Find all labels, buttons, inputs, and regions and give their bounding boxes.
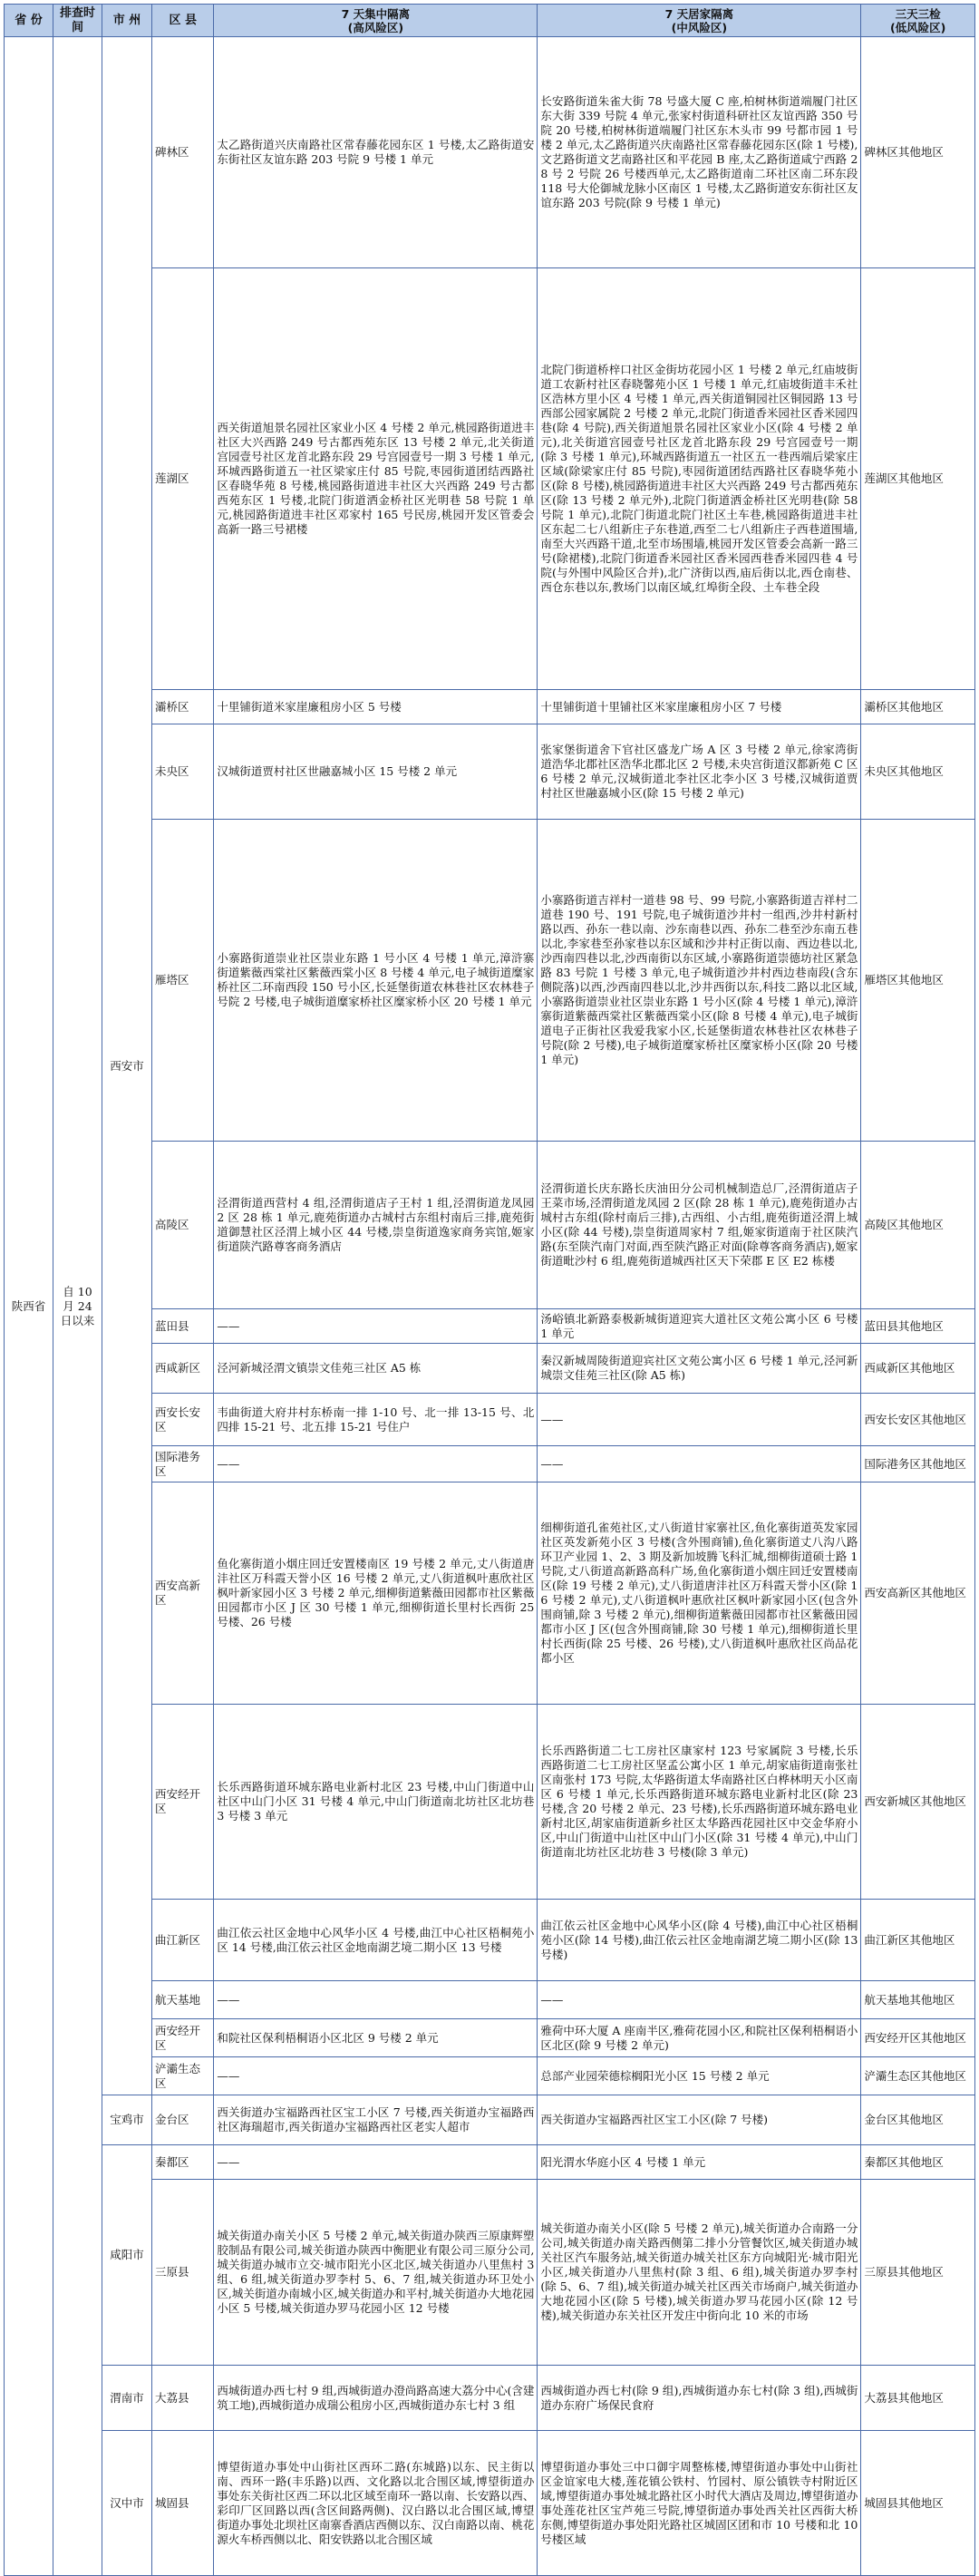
mid-risk-cell: 细柳街道孔雀苑社区,丈八街道甘家寨社区,鱼化寨街道英发家园社区英发新苑小区 3 号楼(含外围商铺),鱼化寨街道丈八沟八路环卫产业园 1、2、3 期及新加坡腾飞科汇城,细柳街道硕士路 1 号院,丈八街道高新路高科广场,鱼化寨街道小烟庄回迁安置楼南区(除 19 号楼 2 单元),丈八街道唐沣社区万科霞天誉小区(除 16 号楼 2 单元),丈八街道枫叶惠欣社区枫叶新家园小区(包含外围商铺,除 3 号楼 2 单元),细柳街道紫薇田园都市社区紫薇田园都市小区 J 区(包含外围商铺,除 30 号楼 1 单元),细柳街道长里村长西街(除 25 号楼、26 号楼),丈八街道枫叶惠欣社区尚品花都小区	[538, 1482, 861, 1705]
city-hanzhong: 汉中市	[102, 2431, 151, 2576]
high-risk-cell: ——	[214, 2057, 538, 2095]
low-risk-cell: 金台区其他地区	[861, 2095, 975, 2145]
header-low-risk	[861, 5, 975, 37]
mid-risk-cell: 北院门街道桥梓口社区金街坊花园小区 1 号楼 2 单元,红庙坡街道工农新村社区春晓馨苑小区 1 号楼 1 单元,红庙坡街道丰禾社区浩林方里小区 4 号楼 1 单元,西关街道铜园社区铜园路 13 号西部公园家属院 2 号楼 2 单元,北院门街道香米园社区香米园四巷(除 4 号院),西关街道旭景名园社区家业小区(除 4 号楼 2 单元),北关街道宫园壹号社区龙首北路东段 29 号宫园壹号一期(除 3 号楼 1 单元),环城西路街道五一社区五一巷西端后梁家庄区域(除梁家庄付 85 号院),枣园街道团结西路社区春晓华苑小区(除 8 号楼),桃园路街道进丰社区大兴西路 249 号古都西苑东区(除 13 号楼 2 单元外),北院门街道洒金桥社区光明巷(除 58 号院 1 单元),北院门街道北院门社区土车巷,桃园路街道进丰社区东起二七八组新庄子东巷道,西至二七八组新庄子西巷道围墙,南至大兴西路干道,北至市场围墙,桃园开发区管委会高新一路三号(除裙楼),北院门街道香米园社区香米园西巷香米园四巷 4 号院(与外围中风险区合并),北广济街以西,庙后街以北,西仓南巷、西仓东巷以东,教场门以南区域,红埠街全段、土车巷全段	[538, 268, 861, 690]
district-cell: 西安长安区	[152, 1394, 214, 1446]
mid-risk-cell: 博望街道办事处三中口御宇周整栋楼,博望街道办事处中山街社区金谊家电大楼,莲花镇公铁村、竹园村、原公镇铁寺村附近区域,博望街道办事处城北路社区小时代大酒店及周边,博望街道办事处莲花社区宝芦苑三号院,博望街道办事处西关社区西街大桥东侧,博望街道办事处阳光路社区城固区团和市 10 号楼和北 10 号楼区域	[538, 2431, 861, 2576]
low-risk-cell: 灞桥区其他地区	[861, 690, 975, 724]
high-risk-cell: ——	[214, 1446, 538, 1482]
low-risk-cell: 大荔县其他地区	[861, 2366, 975, 2431]
district-cell: 航天基地	[152, 1981, 214, 2019]
header-province: 省 份	[5, 5, 53, 37]
header-low-sub: (低风险区)	[889, 20, 946, 34]
district-cell: 莲湖区	[152, 268, 214, 690]
district-cell: 国际港务区	[152, 1446, 214, 1482]
low-risk-cell: 国际港务区其他地区	[861, 1446, 975, 1482]
mid-risk-cell: 城关街道办南关小区(除 5 号楼 2 单元),城关街道办合南路一分公司,城关街道办南关路西侧第二排小分管餐饮区,城关街道办城关社区汽车服务站,城关街道办城关社区东方向城阳光·城市阳光小区,城关街道办八里焦村(除 3 组、6 组),城关街道办罗李村(除 5、6、7 组),城关街道办城关社区西关市场商户,城关街道办大地花园小区(除 5 号楼),城关街道办罗马花园小区(除 12 号楼),城关街道办东关社区开发庄中街向北 10 米的市场	[538, 2180, 861, 2366]
header-low-title: 三天三检	[895, 6, 941, 21]
header-mid-risk	[538, 5, 861, 37]
district-cell: 蓝田县	[152, 1309, 214, 1344]
table-row	[5, 2095, 975, 2145]
district-cell: 未央区	[152, 724, 214, 820]
header-period: 排查时间	[53, 5, 102, 37]
low-risk-cell: 未央区其他地区	[861, 724, 975, 820]
province-cell: 陕西省	[5, 37, 53, 2576]
district-cell: 浐灞生态区	[152, 2057, 214, 2095]
high-risk-cell: 长乐西路街道环城东路电业新村北区 23 号楼,中山门街道中山社区中山门小区 31 号楼 4 单元,中山门街道南北坊社区北坊巷 3 号楼 3 单元	[214, 1705, 538, 1900]
district-cell: 三原县	[152, 2180, 214, 2366]
risk-area-table	[4, 4, 975, 2576]
mid-risk-cell: 长乐西路街道二七工房社区康家村 123 号家属院 3 号楼,长乐西路街道二七工房社区坚孟公寓小区 1 单元,胡家庙街道南张社区南张村 173 号院,太华路街道太华南路社区白桦林明天小区南区 6 号楼 1 单元,长乐西路街道环城东路电业新村北区(除 23 号楼,含 20 号楼 2 单元、23 号楼),长乐西路街道环城东路电业新村北区,胡家庙街道新乡社区太华路西花园社区中交金华府小区,中山门街道中山社区中山门小区(除 31 号楼 4 单元),中山门街道南北坊社区北坊巷 3 号楼(除 3 单元)	[538, 1705, 861, 1900]
low-risk-cell: 雁塔区其他地区	[861, 820, 975, 1142]
low-risk-cell: 西安长安区其他地区	[861, 1394, 975, 1446]
high-risk-cell: 泾渭街道西营村 4 组,泾渭街道店子王村 1 组,泾渭街道龙凤园 2 区 28 栋 1 单元,鹿苑街道办古城村古东组村南后三排,鹿苑街道御慧社区泾渭上城小区 44 号楼,崇皇街道逸家商务宾馆,姬家街道陕汽路尊客商务酒店	[214, 1142, 538, 1309]
table-row	[5, 2145, 975, 2180]
district-cell: 金台区	[152, 2095, 214, 2145]
low-risk-cell: 高陵区其他地区	[861, 1142, 975, 1309]
high-risk-cell: 西关街道办宝福路西社区宝工小区 7 号楼,西关街道办宝福路西社区海瑞超市,西关街道办宝福路西社区老实人超市	[214, 2095, 538, 2145]
district-cell: 曲江新区	[152, 1900, 214, 1981]
low-risk-cell: 曲江新区其他地区	[861, 1900, 975, 1981]
mid-risk-cell: 阳光渭水华庭小区 4 号楼 1 单元	[538, 2145, 861, 2180]
mid-risk-cell: 十里铺街道十里铺社区米家崖廉租房小区 7 号楼	[538, 690, 861, 724]
high-risk-cell: ——	[214, 2145, 538, 2180]
low-risk-cell: 西安经开区其他地区	[861, 2019, 975, 2057]
district-cell: 碑林区	[152, 37, 214, 268]
high-risk-cell: 和院社区保利梧桐语小区北区 9 号楼 2 单元	[214, 2019, 538, 2057]
mid-risk-cell: 小寨路街道吉祥村一道巷 98 号、99 号院,小寨路街道吉祥村二道巷 190 号、191 号院,电子城街道沙井村一组西,沙井村新村路以西、孙东一巷以南、沙东南巷以西、孙东二巷至沙东南五巷以北,李家巷至孙家巷以东区域和沙井村正街以南、西边巷以北,沙西南四巷以北,沙西南街以东区域,小寨路街道崇德坊社区紧急路 83 号院 1 号楼 3 单元,电子城街道沙井村西边巷南段(含东侧院落)以西,沙西南四巷以北,沙井西街以东,科技二路以北区域,小寨路街道崇业社区崇业东路 1 号小区(除 4 号楼 1 单元),漳浒寨街道紫薇西棠社区紫薇西棠小区(除 8 号楼 4 单元),电子城街道电子正街社区我爱我家小区,长延堡街道农林巷社区农林巷子号院(除 2 号楼),电子城街道糜家桥社区糜家桥小区(除 20 号楼 1 单元)	[538, 820, 861, 1142]
mid-risk-cell: 张家堡街道舍下官社区盛龙广场 A 区 3 号楼 2 单元,徐家湾街道浩华北郡社区浩华北郡北区 2 号楼,未央宫街道汉都新苑 C 区 6 号楼 2 单元,汉城街道北李社区北李小区 3 号楼,汉城街道贾村社区世融嘉城小区(除 15 号楼 2 单元)	[538, 724, 861, 820]
low-risk-cell: 西安新城区其他地区	[861, 1705, 975, 1900]
mid-risk-cell: ——	[538, 1446, 861, 1482]
header-district: 区 县	[152, 5, 214, 37]
city-xian: 西安市	[102, 37, 151, 2095]
high-risk-cell: 曲江依云社区金地中心风华小区 4 号楼,曲江中心社区梧桐苑小区 14 号楼,曲江依云社区金地南湖艺境二期小区 13 号楼	[214, 1900, 538, 1981]
high-risk-cell: 小寨路街道崇业社区崇业东路 1 号小区 4 号楼 1 单元,漳浒寨街道紫薇西棠社区紫薇西棠小区 8 号楼 4 单元,电子城街道糜家桥社区二环南西段 150 号小区,长延堡街道农林巷社区农林巷子号院 2 号楼,电子城街道糜家桥社区糜家桥小区 20 号楼 1 单元	[214, 820, 538, 1142]
table-row	[5, 2431, 975, 2576]
low-risk-cell: 三原县其他地区	[861, 2180, 975, 2366]
low-risk-cell: 西安高新区其他地区	[861, 1482, 975, 1705]
district-cell: 西安经开区	[152, 1705, 214, 1900]
low-risk-cell: 秦都区其他地区	[861, 2145, 975, 2180]
header-mid-title: 7 天居家隔离	[664, 6, 734, 21]
high-risk-cell: 西城街道办西七村 9 组,西城街道办澄尚路高速大荔分中心(含建筑工地),西城街道办成瑞公租房小区,西城街道办东七村 3 组	[214, 2366, 538, 2431]
city-weinan: 渭南市	[102, 2366, 151, 2431]
mid-risk-cell: 雅荷中环大厦 A 座南半区,雅荷花园小区,和院社区保利梧桐语小区北区(除 9 号楼 2 单元)	[538, 2019, 861, 2057]
table-header-row	[5, 5, 975, 37]
low-risk-cell: 航天基地其他地区	[861, 1981, 975, 2019]
low-risk-cell: 城固县其他地区	[861, 2431, 975, 2576]
city-baoji: 宝鸡市	[102, 2095, 151, 2145]
city-xianyang: 咸阳市	[102, 2145, 151, 2366]
header-city: 市 州	[102, 5, 151, 37]
table-row	[5, 37, 975, 268]
high-risk-cell: 韦曲街道大府井村东桥南一排 1-10 号、北一排 13-15 号、北四排 15-21 号、北五排 15-21 号住户	[214, 1394, 538, 1446]
high-risk-cell: 太乙路街道兴庆南路社区常春藤花园东区 1 号楼,太乙路街道安东街社区友谊东路 203 号院 9 号楼 1 单元	[214, 37, 538, 268]
low-risk-cell: 蓝田县其他地区	[861, 1309, 975, 1344]
high-risk-cell: ——	[214, 1309, 538, 1344]
low-risk-cell: 浐灞生态区其他地区	[861, 2057, 975, 2095]
district-cell: 城固县	[152, 2431, 214, 2576]
district-cell: 雁塔区	[152, 820, 214, 1142]
mid-risk-cell: 总部产业园荣德棕榈阳光小区 15 号楼 2 单元	[538, 2057, 861, 2095]
high-risk-cell: 泾河新城泾渭文镇崇文佳苑三社区 A5 栋	[214, 1344, 538, 1394]
header-high-title: 7 天集中隔离	[341, 6, 411, 21]
mid-risk-cell: ——	[538, 1394, 861, 1446]
mid-risk-cell: 汤峪镇北新路泰极新城街道迎宾大道社区文苑公寓小区 6 号楼 1 单元	[538, 1309, 861, 1344]
district-cell: 高陵区	[152, 1142, 214, 1309]
header-high-risk	[214, 5, 538, 37]
mid-risk-cell: 泾渭街道长庆东路长庆油田分公司机械制造总厂,泾渭街道店子王菜市场,泾渭街道龙凤园 2 区(除 28 栋 1 单元),鹿苑街道办古城村古东组(除村南后三排),古西组、小古组,鹿苑街道泾渭上城小区(除 44 号楼),崇皇街道周家村 7 组,姬家街道南于社区陕汽路(东至陕汽南门对面,西至陕汽路正对面(除尊客商务酒店),姬家街道毗沙村 6 组,鹿苑街道城西社区天下荣郡 E 区 E2 栋楼	[538, 1142, 861, 1309]
district-cell: 大荔县	[152, 2366, 214, 2431]
district-cell: 西咸新区	[152, 1344, 214, 1394]
mid-risk-cell: 秦汉新城周陵街道迎宾社区文苑公寓小区 6 号楼 1 单元,泾河新城崇文佳苑三社区(除 A5 栋)	[538, 1344, 861, 1394]
district-cell: 秦都区	[152, 2145, 214, 2180]
table-row	[5, 2366, 975, 2431]
high-risk-cell: ——	[214, 1981, 538, 2019]
header-mid-sub: (中风险区)	[671, 20, 728, 34]
high-risk-cell: 汉城街道贾村社区世融嘉城小区 15 号楼 2 单元	[214, 724, 538, 820]
district-cell: 西安高新区	[152, 1482, 214, 1705]
district-cell: 西安经开区	[152, 2019, 214, 2057]
low-risk-cell: 莲湖区其他地区	[861, 268, 975, 690]
high-risk-cell: 城关街道办南关小区 5 号楼 2 单元,城关街道办陕西三原康辉塑胶制品有限公司,城关街道办陕西中衡肥业有限公司三原分公司,城关街道办城市立交·城市阳光小区北区,城关街道办八里焦村 3 组、6 组,城关街道办罗李村 5、6、7 组,城关街道办环卫处小区,城关街道办南城小区,城关街道办和平村,城关街道办大地花园小区 5 号楼,城关街道办罗马花园小区 12 号楼	[214, 2180, 538, 2366]
mid-risk-cell: 曲江依云社区金地中心风华小区(除 4 号楼),曲江中心社区梧桐苑小区(除 14 号楼),曲江依云社区金地南湖艺境二期小区(除 13 号楼)	[538, 1900, 861, 1981]
district-cell: 灞桥区	[152, 690, 214, 724]
low-risk-cell: 西咸新区其他地区	[861, 1344, 975, 1394]
high-risk-cell: 西关街道旭景名园社区家业小区 4 号楼 2 单元,桃园路街道进丰社区大兴西路 249 号古都西苑东区 13 号楼 2 单元,北关街道宫园壹号社区龙首北路东段 29 号宫园壹号一期 3 号楼 1 单元,环城西路街道五一社区梁家庄付 85 号院,枣园街道团结西路社区春晓华苑 8 号楼,桃园路街道进丰社区大兴西路 249 号古都西苑东区 1 号楼,北院门街道洒金桥社区光明巷 58 号院 1 单元,桃园路街道进丰社区邓家村 165 号民房,桃园开发区管委会高新一路三号裙楼	[214, 268, 538, 690]
mid-risk-cell: 西城街道办西七村(除 9 组),西城街道办东七村(除 3 组),西城街道办东府广场保民食府	[538, 2366, 861, 2431]
header-high-sub: (高风险区)	[347, 20, 404, 34]
low-risk-cell: 碑林区其他地区	[861, 37, 975, 268]
high-risk-cell: 博望街道办事处中山街社区西环二路(东城路)以东、民主街以南、西环一路(丰乐路)以西、文化路以北合围区域,博望街道办事处东关街社区西二环以北区域至南环一路以南、长安路以西、彩印厂区回路以西(含区间路两侧)、汉白路以北合围区域,博望街道办事处北坝社区南寨香酒店西侧以东、汉白南路以南、桃花源火车桥西侧以北、阳安铁路以北合围区域	[214, 2431, 538, 2576]
mid-risk-cell: 西关街道办宝福路西社区宝工小区(除 7 号楼)	[538, 2095, 861, 2145]
high-risk-cell: 十里铺街道米家崖廉租房小区 5 号楼	[214, 690, 538, 724]
mid-risk-cell: ——	[538, 1981, 861, 2019]
high-risk-cell: 鱼化寨街道小烟庄回迁安置楼南区 19 号楼 2 单元,丈八街道唐沣社区万科霞天誉小区 16 号楼 2 单元,丈八街道枫叶惠欣社区枫叶新家园小区 3 号楼 2 单元,细柳街道紫薇田园都市社区紫薇田园都市小区 J 区 30 号楼 1 单元,细柳街道长里村长西街 25 号楼、26 号楼	[214, 1482, 538, 1705]
mid-risk-cell: 长安路街道朱雀大街 78 号盛大厦 C 座,柏树林街道端履门社区东大街 339 号院 4 单元,张家村街道科研社区友谊西路 350 号院 20 号楼,柏树林街道端履门社区东木头市 99 号都市园 1 号楼 2 单元,太乙路街道兴庆南路社区常春藤花园东区(除 1 号楼),文艺路街道文艺南路社区和平花园 B 座,太乙路街道咸宁西路 28 号 2 号院 26 号楼西单元,太乙路街道南二环社区南二环东段 118 号大伦御城龙脉小区南区 1 号楼,太乙路街道安东街社区友谊东路 203 号院(除 9 号楼 1 单元)	[538, 37, 861, 268]
period-cell: 自 10 月 24 日以来	[53, 37, 102, 2576]
